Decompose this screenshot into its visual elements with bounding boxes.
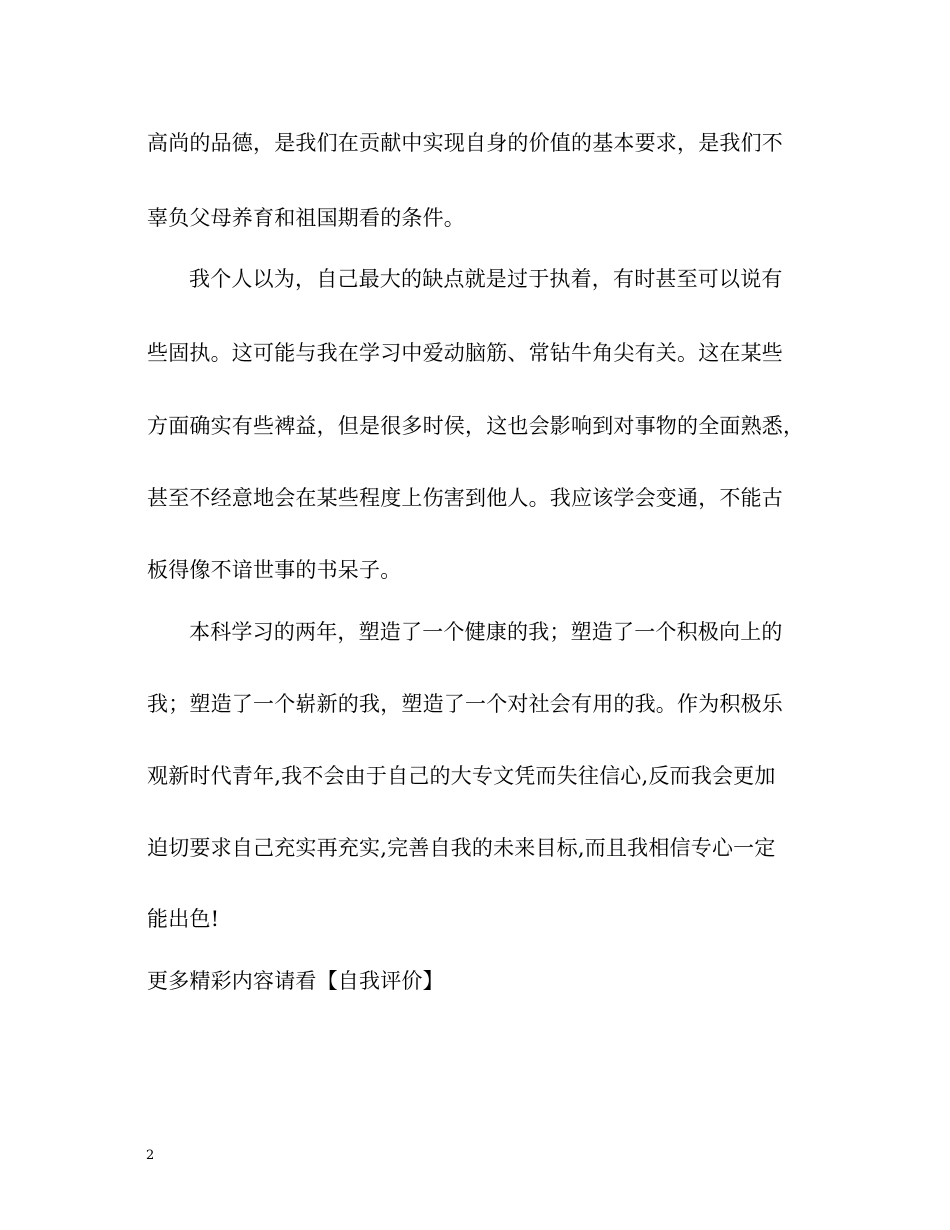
paragraph-line: 些固执。这可能与我在学习中爱动脑筋、常钻牛角尖有关。这在某些: [147, 341, 783, 365]
paragraph-line: 我个人以为，自己最大的缺点就是过于执着，有时甚至可以说有: [189, 267, 783, 291]
paragraph-line: 甚至不经意地会在某些程度上伤害到他人。我应该学会变通，不能古: [147, 486, 783, 510]
page-number: 2: [146, 1148, 155, 1163]
paragraph-line: 能出色!: [147, 907, 220, 931]
more-content-line: 更多精彩内容请看【自我评价】: [147, 969, 444, 993]
paragraph-line: 我；塑造了一个崭新的我，塑造了一个对社会有用的我。作为积极乐: [147, 692, 783, 716]
paragraph-line: 高尚的品德，是我们在贡献中实现自身的价值的基本要求，是我们不: [147, 131, 783, 155]
paragraph-line: 本科学习的两年，塑造了一个健康的我；塑造了一个积极向上的: [189, 620, 783, 644]
paragraph-line: 观新时代青年,我不会由于自己的大专文凭而失往信心,反而我会更加: [147, 764, 776, 788]
paragraph-line: 方面确实有些裨益，但是很多时侯，这也会影响到对事物的全面熟悉，: [147, 414, 805, 438]
paragraph-line: 辜负父母养育和祖国期看的条件。: [147, 206, 465, 230]
paragraph-line: 迫切要求自己充实再充实,完善自我的未来目标,而且我相信专心一定: [147, 836, 776, 860]
paragraph-line: 板得像不谙世事的书呆子。: [147, 558, 402, 582]
